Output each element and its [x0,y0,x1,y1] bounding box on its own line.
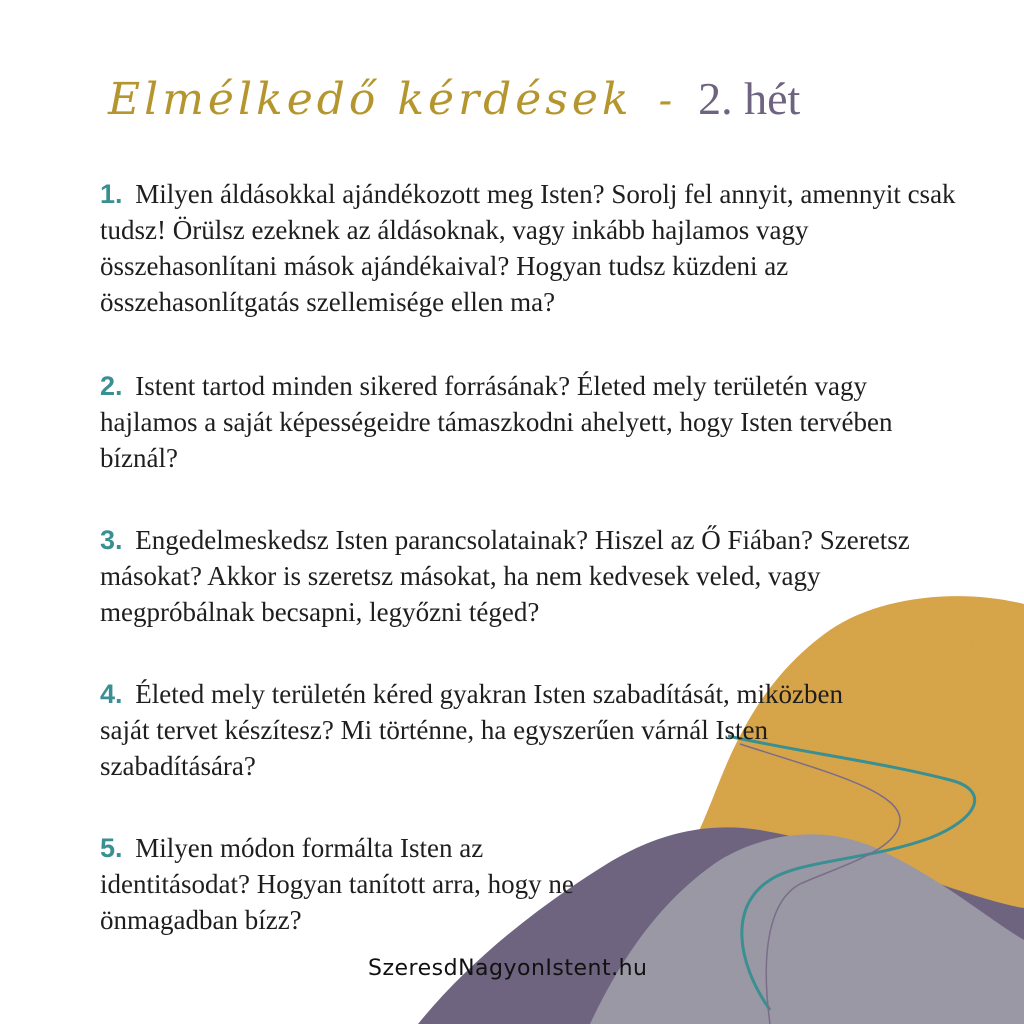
question-text: Istent tartod minden sikered forrásának? Életed mely területén vagy hajlamos a saját képességeidre támaszkodni ahelyett, hogy Isten tervében bíznál? [100,371,893,473]
question-1 [100,176,960,320]
question-4 [100,676,860,784]
page-title [108,72,800,125]
question-text: Engedelmeskedsz Isten parancsolatainak? Hiszel az Ő Fiában? Szeretsz másokat? Akkor is szeretsz másokat, ha nem kedvesek veled, vagy megpróbálnak becsapni, legyőzni téged? [100,525,910,627]
title-script: Elmélkedő kérdések [108,74,633,125]
question-text: Életed mely területén kéred gyakran Isten szabadítását, miközben saját tervet készítesz? Mi történne, ha egyszerűen várnál Isten szabadítására? [100,679,843,781]
question-3 [100,522,960,630]
question-number: 3. [100,525,123,555]
website-footer: SzeresdNagyonIstent.hu [368,956,648,981]
question-number: 2. [100,371,123,401]
question-number: 1. [100,179,123,209]
question-text: Milyen áldásokkal ajándékozott meg Isten? Sorolj fel annyit, amennyit csak tudsz! Örülsz ezeknek az áldásoknak, vagy inkább hajlamos vagy összehasonlítani mások ajándékaival? Hogyan tudsz küzdeni az összehasonlítgatás szellemisége ellen ma? [100,179,956,317]
title-dash: - [658,78,673,124]
question-5 [100,830,580,938]
title-week: 2. hét [698,73,801,124]
question-number: 4. [100,679,123,709]
question-text: Milyen módon formálta Isten az identitásodat? Hogyan tanított arra, hogy ne önmagadban bízz? [100,833,574,935]
question-2 [100,368,960,476]
question-number: 5. [100,833,123,863]
